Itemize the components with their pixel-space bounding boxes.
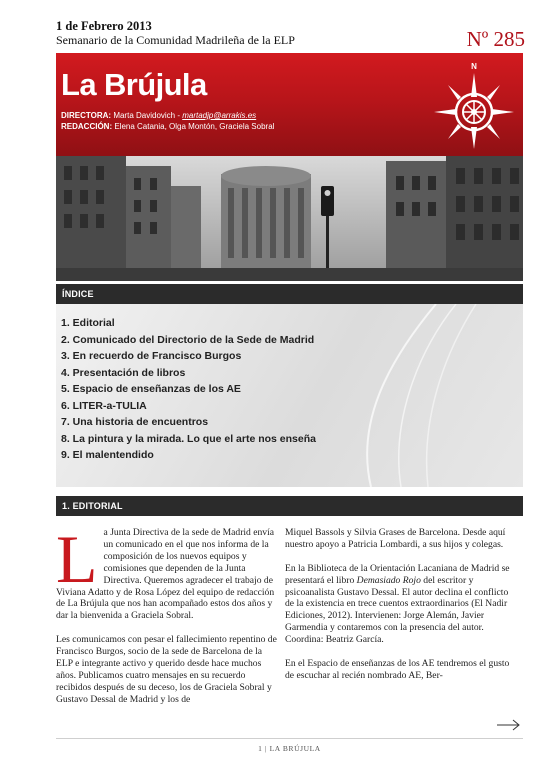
- editorial-heading: 1. EDITORIAL: [56, 496, 523, 516]
- madrid-street-photo: [56, 156, 523, 281]
- toc-item-recuerdo[interactable]: 3. En recuerdo de Francisco Burgos: [61, 350, 242, 362]
- directora-credit: [61, 111, 256, 120]
- directora-name: Marta Davidovich -: [113, 111, 183, 120]
- toc-item-espacio-ae[interactable]: 5. Espacio de enseñanzas de los AE: [61, 383, 241, 395]
- compass-rose-icon: [428, 57, 520, 153]
- toc-item-comunicado[interactable]: 2. Comunicado del Directorio de la Sede de Madrid: [61, 333, 315, 346]
- page-footer: [56, 738, 523, 760]
- toc-item-malentendido[interactable]: 9. El malentendido: [61, 449, 154, 461]
- footer-publication-name: LA BRÚJULA: [269, 744, 321, 753]
- book-title: Demasiado Rojo: [356, 574, 421, 586]
- directora-label: DIRECTORA:: [61, 111, 112, 120]
- toc-item-presentacion[interactable]: 4. Presentación de libros: [61, 366, 186, 379]
- index-heading: ÍNDICE: [56, 284, 523, 304]
- directora-email-link[interactable]: martadjp@arrakis.es: [182, 111, 257, 120]
- publication-subtitle: Semanario de la Comunidad Madrileña de la ELP: [56, 33, 295, 47]
- editorial-right-column: [285, 527, 517, 694]
- editorial-paragraph: Miquel Bassols y Silvia Grases de Barcelona. Desde aquí nuestro apoyo a Patricia Lombardi, a sus hijos y colegas.: [285, 527, 506, 550]
- masthead: [56, 53, 523, 156]
- compass-north-label: N: [471, 62, 477, 71]
- redaccion-label: REDACCIÓN:: [61, 122, 113, 131]
- editorial-paragraph: [56, 521, 277, 622]
- footer-label: [56, 744, 523, 753]
- editorial-left-column: [56, 521, 277, 717]
- issue-number: Nº 285: [466, 27, 525, 51]
- drop-cap: L: [56, 521, 98, 597]
- publication-title: La Brújula: [61, 67, 207, 102]
- page-number: 1: [258, 744, 263, 753]
- redaccion-names: Elena Catania, Olga Montón, Graciela Sobral: [114, 122, 275, 131]
- editorial-paragraph: Les comunicamos con pesar el fallecimiento repentino de Francisco Burgos, socio de la sede de Barcelona de la ELP e integrante activo y querido desde hace muchos años. Publicamos cuatro mensajes en su recuerdo recibidos después de su deceso, los de Graciela Sobral y Gustavo Dessal de Madrid y los de: [56, 634, 277, 705]
- toc-item-liter-a-tulia[interactable]: 6. LITER-a-TULIA: [61, 399, 147, 412]
- toc-item-editorial[interactable]: 1. Editorial: [61, 317, 115, 329]
- footer-separator: |: [265, 744, 268, 753]
- toc-item-historia[interactable]: 7. Una historia de encuentros: [61, 416, 209, 428]
- paragraph-text: del escritor y psicoanalista Gustavo Dessal. El autor declina el conflicto de la existencia en trece cuentos extraordinarios (El Nadir Ediciones, 2012). Intervienen: Jorge Alemán, Javier Garmendia y contaremos con la presencia del autor. Coordina: Beatriz García.: [285, 574, 509, 646]
- issue-date: 1 de Febrero 2013: [56, 19, 152, 33]
- editorial-paragraph-text: a Junta Directiva de la sede de Madrid envía un comunicado en el que nos informa de la composición de los nuevos equipos y comisiones que dependen de la Junta Directiva. Queremos agradecer el trabajo de Viviana Adatto y de Rosa López del equipo de redacción de La Brújula que nos han acompañado estos dos años y dar la bienvenida a Graciela Sobral.: [56, 527, 275, 622]
- toc-item-pintura[interactable]: 8. La pintura y la mirada. Lo que el arte nos enseña: [61, 432, 316, 445]
- editorial-paragraph: [285, 563, 517, 646]
- editorial-paragraph: En el Espacio de enseñanzas de los AE tendremos el gusto de escuchar al recién nombrado AE, Ber-: [285, 657, 510, 681]
- next-arrow-icon[interactable]: [497, 719, 521, 731]
- redaccion-credit: [61, 122, 274, 131]
- table-of-contents: [56, 304, 523, 487]
- paragraph-text: En la Biblioteca de la Orientación Lacaniana de Madrid se presentará el libro: [285, 562, 510, 586]
